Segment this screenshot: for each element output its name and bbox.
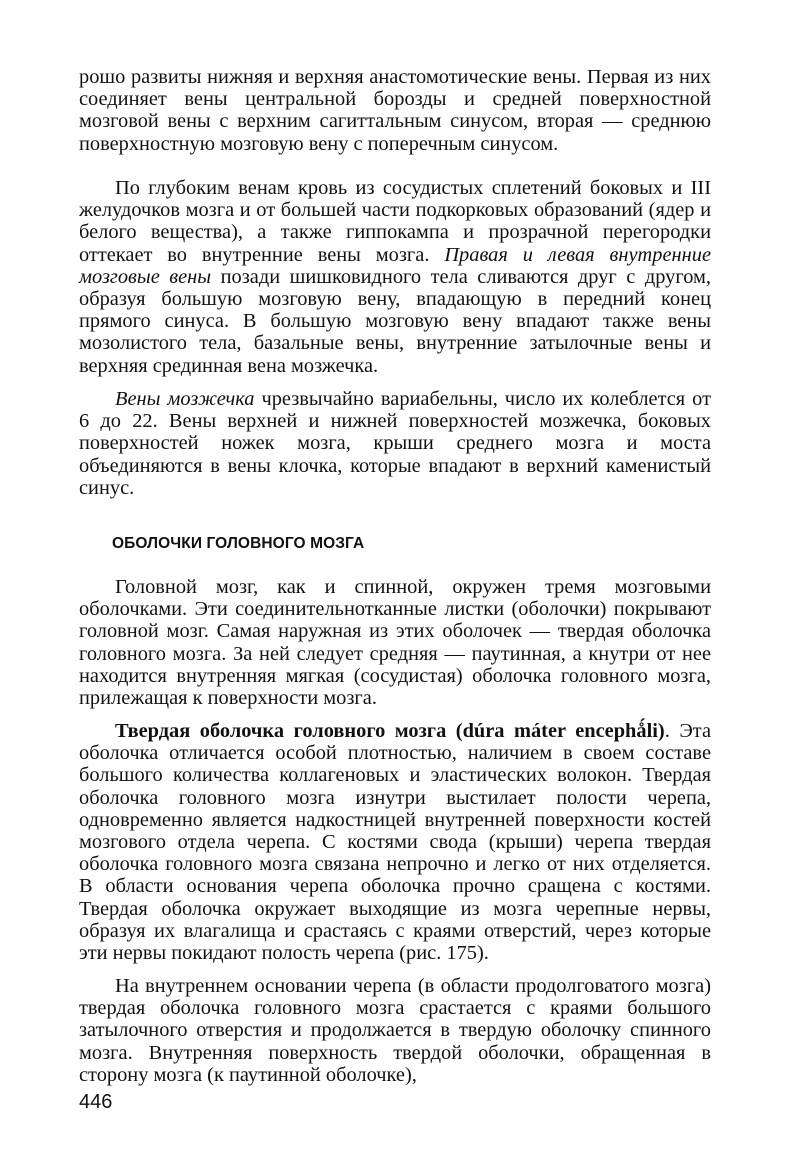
- paragraph-anastomotic-veins: [79, 66, 711, 155]
- term-cerebellar-veins: Вены мозжечка: [115, 388, 255, 410]
- paragraph-text: По глубоким венам кровь из сосудистых сплетений боковых и III желудочков мозга и от большей части подкорковых образований (ядер и белого вещества), а также гиппокампа и прозрачной перегородки оттекает во внутренние вены мозга.: [79, 177, 711, 266]
- paragraph-deep-veins: [79, 177, 711, 377]
- paragraph-dura-mater: [79, 720, 711, 964]
- paragraph-internal-base: [79, 975, 711, 1086]
- paragraph-text: . Эта оболочка отличается особой плотностью, наличием в своем составе большого количества коллагеновых и эластических волокон. Твердая оболочка головного мозга изнутри выстилает полости черепа, одновременно является надкостницей внутренней поверхности костей мозгового отдела черепа. С костями свода (крыши) черепа твердая оболочка головного мозга связана непрочно и легко от них отделяется. В области основания черепа оболочка прочно сращена с костями. Твердая оболочка окружает выходящие из мозга черепные нервы, образуя их влагалища и срастаясь с краями отверстий, через которые эти нервы покидают полость черепа (рис. 175).: [79, 720, 712, 965]
- page-number: 446: [79, 1091, 113, 1113]
- term-dura-mater: Твердая оболочка головного мозга (dúra máter encephǻli): [115, 720, 665, 742]
- paragraph-meninges-intro: [79, 576, 711, 709]
- paragraph-text: рошо развиты нижняя и верхняя анастомотические вены. Первая из них соединяет вены центральной борозды и средней поверхностной мозговой вены с верхним сагиттальным синусом, вторая — среднюю поверхностную мозговую вену с поперечным синусом.: [79, 66, 711, 155]
- paragraph-text: позади шишковидного тела сливаются друг с другом, образуя большую мозговую вену, впадающую в передний конец прямого синуса. В большую мозговую вену впадают также вены мозолистого тела, базальные вены, внутренние затылочные вены и верхняя срединная вена мозжечка.: [79, 265, 712, 377]
- term-internal-cerebral-veins: Правая и левая внутренние мозговые вены: [79, 243, 712, 288]
- paragraph-text: Головной мозг, как и спинной, окружен тремя мозговыми оболочками. Эти соединительнотканные листки (оболочки) покрывают головной мозг. Самая наружная из этих оболочек — твердая оболочка головного мозга. За ней следует средняя — паутинная, а кнутри от нее находится внутренняя мягкая (сосудистая) оболочка головного мозга, прилежащая к поверхности мозга.: [79, 576, 711, 710]
- paragraph-text: чрезвычайно вариабельны, число их колеблется от 6 до 22. Вены верхней и нижней поверхностей мозжечка, боковых поверхностей ножек мозга, крыши среднего мозга и моста объединяются в вены клочка, которые впадают в верхний каменистый синус.: [79, 388, 711, 499]
- section-heading: ОБОЛОЧКИ ГОЛОВНОГО МОЗГА: [112, 535, 365, 552]
- paragraph-text: На внутреннем основании черепа (в области продолговатого мозга) твердая оболочка головного мозга срастается с краями большого затылочного отверстия и продолжается в твердую оболочку спинного мозга. Внутренняя поверхность твердой оболочки, обращенная в сторону мозга (к паутинной оболочке),: [79, 975, 711, 1086]
- paragraph-cerebellar-veins: [79, 388, 711, 499]
